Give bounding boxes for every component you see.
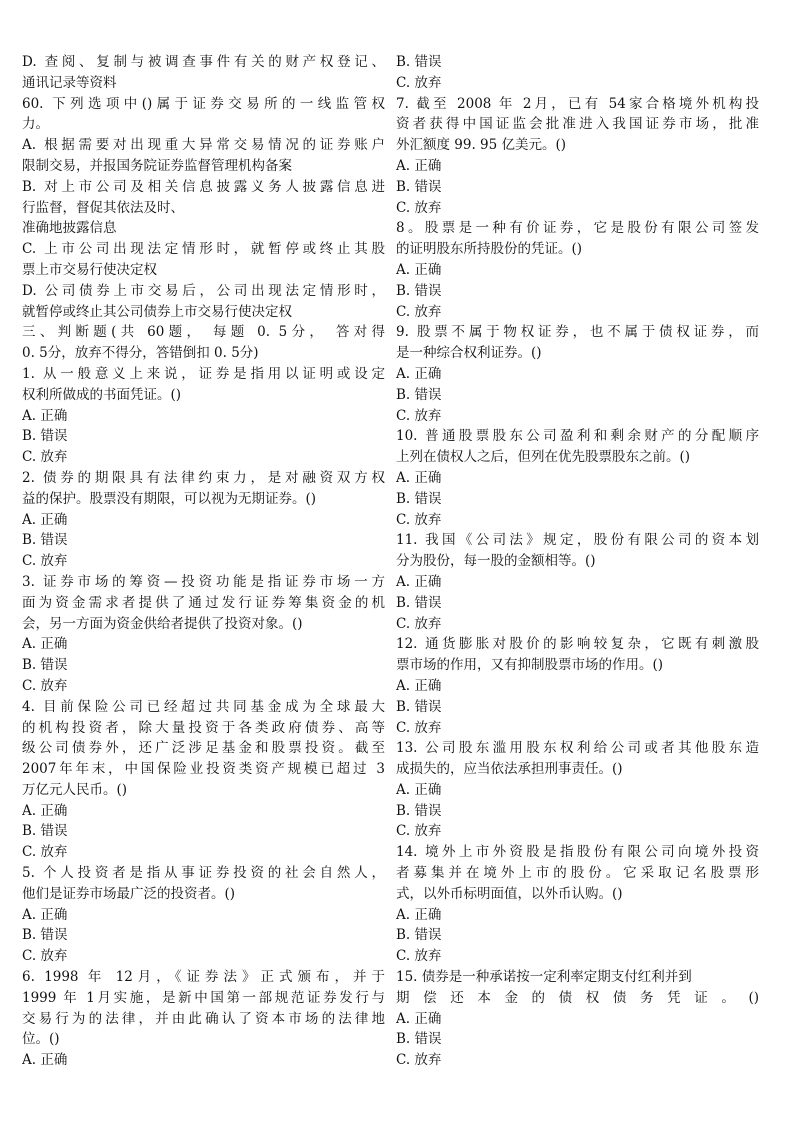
text-line: 上列在债权人之后，但列在优先股票股东之前。()	[396, 449, 691, 466]
text-line: A. 正确	[22, 906, 68, 923]
text-line: 票市场的作用，又有抑制股票市场的作用。()	[396, 657, 664, 674]
text-line: 益的保护。股票没有期限，可以视为无期证券。()	[22, 490, 317, 507]
text-line: 13. 公司股东滥用股东权利给公司或者其他股东造	[396, 740, 759, 757]
text-line: C. 放弃	[396, 407, 442, 424]
text-line: D. 查阅、复制与被调查事件有关的财产权登记、	[22, 54, 385, 70]
text-line: B. 错误	[396, 594, 442, 611]
text-line: 7. 截至 2008 年 2月，已有 54家合格境外机构投	[396, 95, 759, 112]
text-line: 1999 年 1月实施，是新中国第一部规范证券发行与	[22, 989, 385, 1006]
text-line: 通讯记录等资料	[22, 74, 117, 91]
text-line: A. 正确	[22, 802, 68, 819]
text-line: C. 放弃	[396, 948, 442, 965]
text-line: 会，另一方面为资金供给者提供了投资对象。()	[22, 615, 303, 632]
right-column	[396, 52, 759, 1071]
text-line: 成损失的，应当依法承担刑事责任。()	[396, 761, 623, 778]
text-line: B. 错误	[396, 698, 442, 715]
text-line: B. 错误	[22, 823, 68, 840]
text-line: A. 正确	[22, 636, 68, 653]
text-line: C. 上市公司出现法定情形时，就暂停或终止其股	[22, 241, 385, 258]
text-line: C. 放弃	[22, 449, 68, 466]
text-line: 2007年年末，中国保险业投资类资产规模已超过 3	[22, 761, 385, 778]
text-line: 万亿元人民币。()	[22, 781, 128, 798]
text-line: B. 错误	[22, 532, 68, 549]
text-line: 权利所做成的书面凭证。()	[22, 386, 182, 403]
text-line: 位。()	[22, 1031, 60, 1048]
text-line: B. 错误	[396, 1031, 442, 1048]
text-line: C. 放弃	[396, 199, 442, 216]
text-line: 4. 目前保险公司已经超过共同基金成为全球最大	[22, 698, 385, 715]
text-line: 就暂停或终止其公司债券上市交易行使决定权	[22, 303, 292, 320]
text-line: 级公司债券外，还广泛涉足基金和股票投资。截至	[22, 740, 385, 757]
text-line: C. 放弃	[396, 511, 442, 528]
text-line: B. 错误	[22, 657, 68, 674]
text-line: 10. 普通股票股东公司盈利和剩余财产的分配顺序	[396, 428, 759, 445]
text-line: A. 根据需要对出现重大异常交易情况的证券账户	[22, 137, 385, 154]
text-line: 60. 下列选项中()属于证券交易所的一线监管权	[22, 95, 385, 112]
text-line: 者募集并在境外上市的股份。它采取记名股票形	[396, 865, 759, 882]
text-line: B. 错误	[396, 386, 442, 403]
text-line: 面为资金需求者提供了通过发行证券筹集资金的机	[22, 594, 385, 611]
text-line: 力。	[22, 116, 49, 133]
text-line: 11. 我国《公司法》规定，股份有限公司的资本划	[396, 532, 759, 549]
text-line: C. 放弃	[22, 844, 68, 861]
text-line: 0. 5分，放弃不得分，答错倒扣 0. 5分)	[22, 345, 259, 362]
text-line: 式，以外币标明面值，以外币认购。()	[396, 885, 623, 902]
text-line: A. 正确	[22, 407, 68, 424]
text-line: 的机构投资者，除大量投资于各类政府债券、高等	[22, 719, 385, 736]
text-line: 限制交易，并报国务院证券监督管理机构备案	[22, 157, 292, 174]
text-line: B. 错误	[396, 282, 442, 299]
text-line: B. 对上市公司及相关信息披露义务人披露信息进	[22, 178, 385, 195]
text-line: B. 错误	[22, 927, 68, 944]
text-line: A. 正确	[396, 365, 442, 382]
text-line: 票上市交易行使决定权	[22, 261, 157, 278]
text-line: A. 正确	[396, 906, 442, 923]
text-line: A. 正确	[396, 1010, 442, 1027]
text-line: 期偿还本金的债权债务凭证。()	[396, 989, 759, 1006]
text-line: C. 放弃	[22, 553, 68, 570]
text-line: B. 错误	[396, 54, 442, 70]
text-line: 3. 证券市场的筹资—投资功能是指证券市场一方	[22, 573, 385, 590]
text-line: A. 正确	[22, 1052, 68, 1069]
text-line: 三、判断题(共 60题， 每题 0. 5分， 答对得	[22, 324, 385, 341]
text-line: B. 错误	[396, 927, 442, 944]
text-line: C. 放弃	[396, 615, 442, 632]
text-line: A. 正确	[22, 511, 68, 528]
left-column	[22, 52, 385, 1071]
text-line: C. 放弃	[396, 1052, 442, 1069]
text-line: B. 错误	[396, 178, 442, 195]
text-line: 外汇额度 99. 95 亿美元。()	[396, 137, 567, 154]
text-line: C. 放弃	[396, 719, 442, 736]
text-line: C. 放弃	[22, 677, 68, 694]
text-line: B. 错误	[396, 490, 442, 507]
text-line: 14. 境外上市外资股是指股份有限公司向境外投资	[396, 844, 759, 861]
text-line: 他们是证券市场最广泛的投资者。()	[22, 885, 236, 902]
text-line: 资者获得中国证监会批准进入我国证券市场，批准	[396, 116, 759, 133]
text-line: A. 正确	[396, 469, 442, 486]
text-line: B. 错误	[22, 428, 68, 445]
text-line: D. 公司债券上市交易后，公司出现法定情形时，	[22, 282, 385, 299]
text-line: C. 放弃	[396, 74, 442, 91]
text-line: 行监督，督促其依法及时、	[22, 199, 184, 216]
text-line: 1. 从一般意义上来说，证券是指用以证明或设定	[22, 365, 385, 382]
text-line: 15. 债券是一种承诺按一定利率定期支付红利并到	[396, 969, 692, 986]
text-line: 6. 1998 年 12月，《证券法》正式颁布，并于	[22, 969, 385, 986]
text-line: C. 放弃	[22, 948, 68, 965]
text-line: 交易行为的法律，并由此确认了资本市场的法律地	[22, 1010, 385, 1027]
text-line: A. 正确	[396, 573, 442, 590]
text-line: 9. 股票不属于物权证券，也不属于债权证券，而	[396, 324, 759, 341]
text-line: A. 正确	[396, 781, 442, 798]
text-line: 准确地披露信息	[22, 220, 117, 237]
text-line: 的证明股东所持股份的凭证。()	[396, 241, 583, 258]
text-line: C. 放弃	[396, 823, 442, 840]
text-line: 分为股份，每一股的金额相等。()	[396, 553, 596, 570]
text-line: 5. 个人投资者是指从事证券投资的社会自然人，	[22, 865, 385, 882]
text-line: 8。股票是一种有价证券，它是股份有限公司签发	[396, 220, 759, 237]
text-line: 2. 债券的期限具有法律约束力，是对融资双方权	[22, 469, 385, 486]
text-line: 12. 通货膨胀对股价的影响较复杂，它既有刺激股	[396, 636, 759, 653]
text-line: C. 放弃	[396, 303, 442, 320]
text-line: A. 正确	[396, 261, 442, 278]
text-line: B. 错误	[396, 802, 442, 819]
text-line: A. 正确	[396, 157, 442, 174]
text-line: 是一种综合权利证券。()	[396, 345, 542, 362]
text-line: A. 正确	[396, 677, 442, 694]
